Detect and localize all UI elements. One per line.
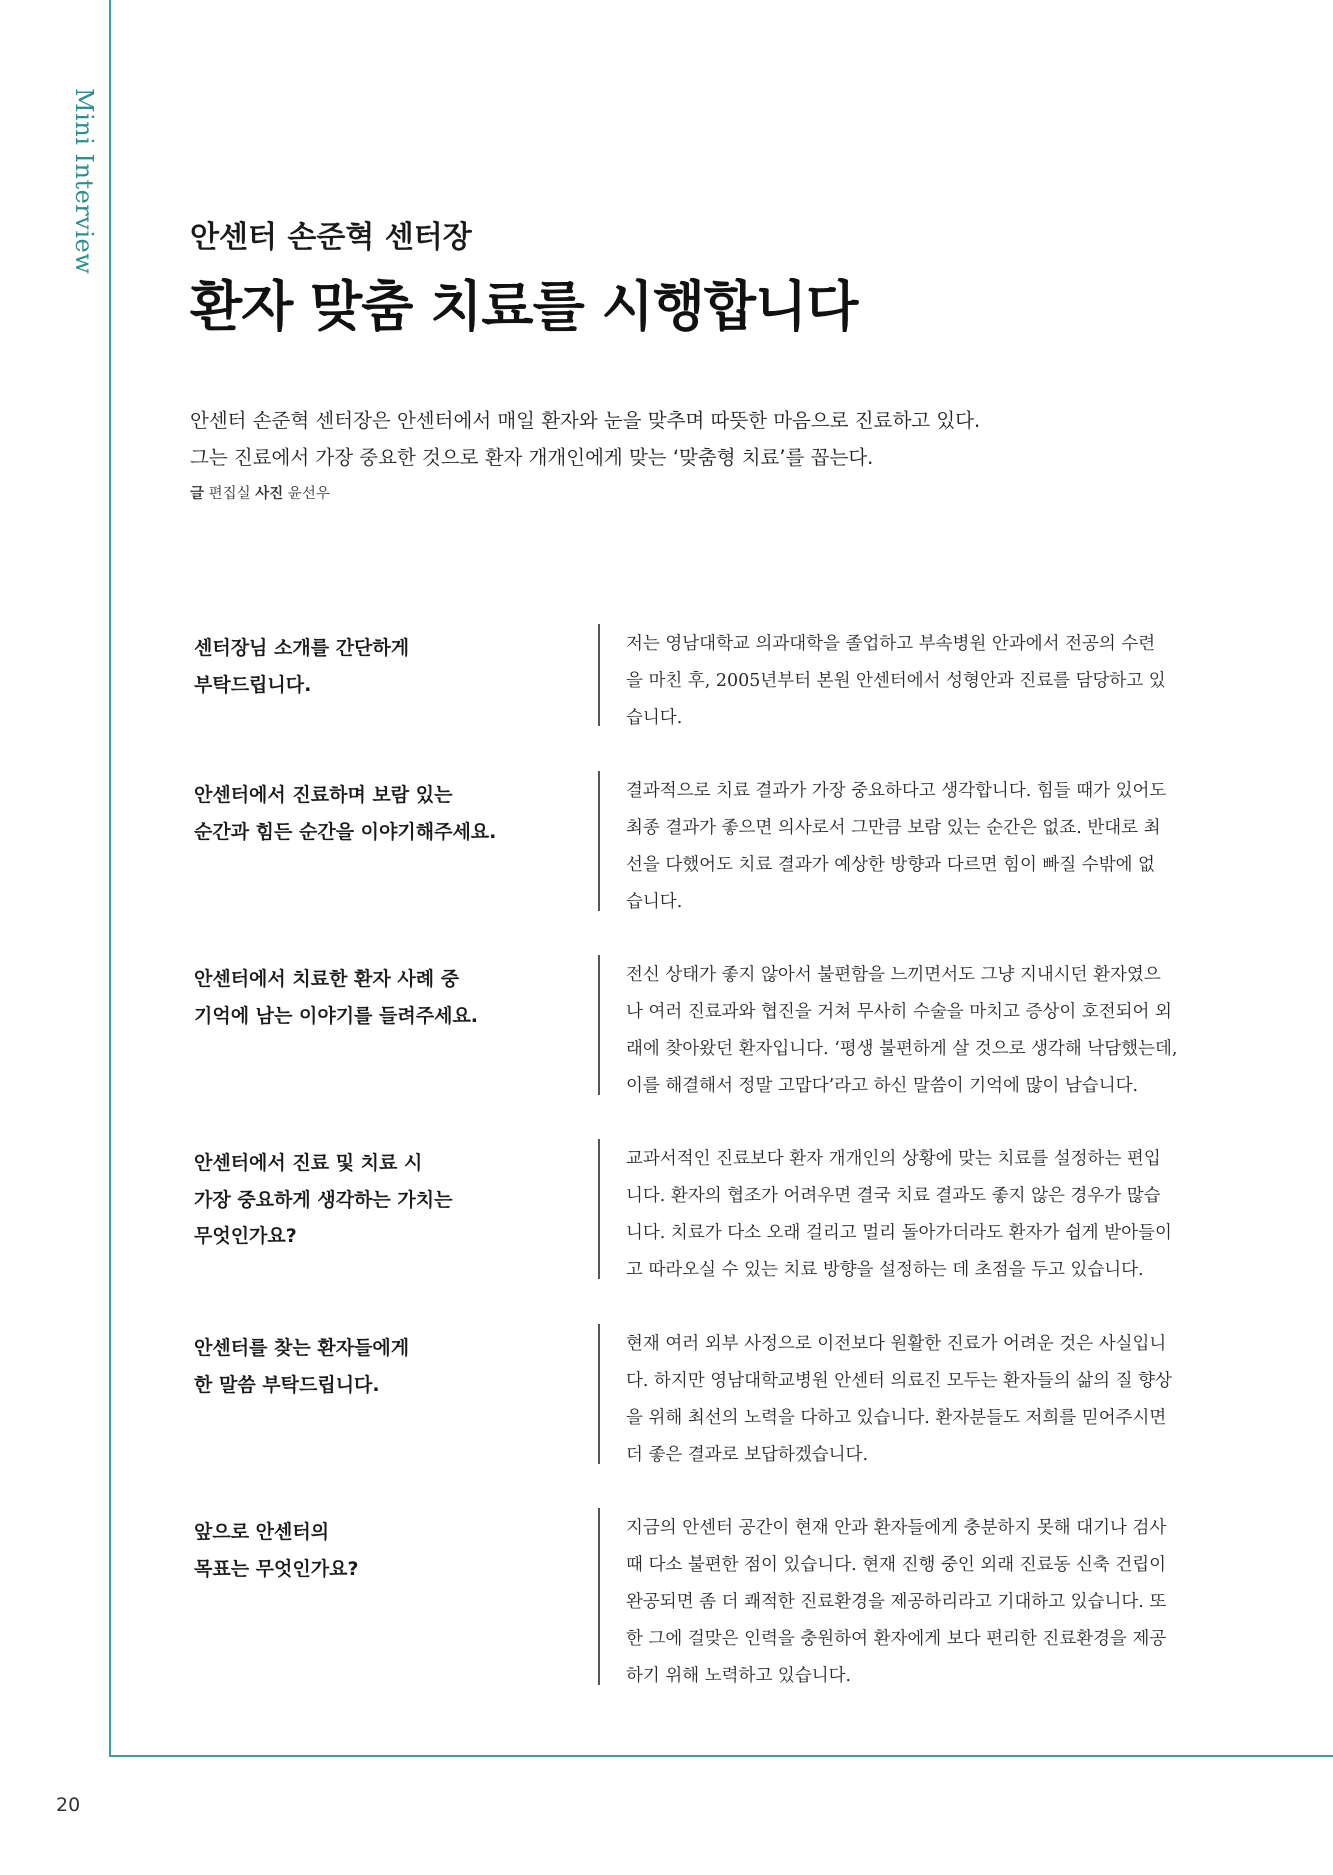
- qa-answer: 저는 영남대학교 의과대학을 졸업하고 부속병원 안과에서 전공의 수련 을 마친 후, 2005년부터 본원 안센터에서 성형안과 진료를 담당하고 있 습니다.: [626, 634, 1166, 728]
- qa-answer: 결과적으로 치료 결과가 가장 중요하다고 생각합니다. 힘들 때가 있어도 최종 결과가 좋으면 의사로서 그만큼 보람 있는 순간은 없죠. 반대로 최 선을 다했어도 치료 결과가 예상한 방향과 다르면 힘이 빠질 수밖에 없 습니다.: [626, 781, 1167, 912]
- qa-divider: [598, 771, 600, 911]
- article-title: 환자 맞춤 치료를 시행합니다: [190, 275, 858, 338]
- section-label: Mini Interview: [70, 88, 98, 275]
- qa-divider: [598, 624, 600, 726]
- article-credit: [190, 482, 1210, 503]
- article-subtitle: 안센터 손준혁 센터장: [190, 220, 472, 255]
- qa-answer: 교과서적인 진료보다 환자 개개인의 상황에 맞는 치료를 설정하는 편입 니다. 환자의 협조가 어려우면 결국 치료 결과도 좋지 않은 경우가 많습 니다. 치료가 다소 오래 걸리고 멀리 돌아가더라도 환자가 쉽게 받아들이 고 따라오실 수 있는 치료 방향을 설정하는 데 초점을 두고 있습니다.: [626, 1149, 1172, 1280]
- qa-question: 안센터를 찾는 환자들에게 한 말씀 부탁드립니다.: [194, 1337, 410, 1396]
- qa-answer: 전신 상태가 좋지 않아서 불편함을 느끼면서도 그냥 지내시던 환자였으 나 여러 진료과와 협진을 거쳐 무사히 수술을 마치고 증상이 호전되어 외 래에 찾아왔던 환자입니다. ‘평생 불편하게 살 것으로 생각해 낙담했는데, 이를 해결해서 정말 고맙다’라고 하신 말씀이 기억에 많이 남습니다.: [626, 965, 1178, 1096]
- page-frame-left-rule: [109, 0, 111, 1757]
- credit-photo-label: 사진: [255, 486, 284, 502]
- qa-question: 안센터에서 진료 및 치료 시 가장 중요하게 생각하는 가치는 무엇인가요?: [194, 1152, 453, 1247]
- intro-line: 그는 진료에서 가장 중요한 것으로 환자 개개인에게 맞는 ‘맞춤형 치료’를 꼽는다.: [190, 446, 874, 469]
- qa-question: 앞으로 안센터의 목표는 무엇인가요?: [194, 1521, 359, 1580]
- qa-divider: [598, 955, 600, 1095]
- qa-answer: 지금의 안센터 공간이 현재 안과 환자들에게 충분하지 못해 대기나 검사 때 다소 불편한 점이 있습니다. 현재 진행 중인 외래 진료동 신축 건립이 완공되면 좀 더 쾌적한 진료환경을 제공하리라고 기대하고 있습니다. 또 한 그에 걸맞은 인력을 충원하여 환자에게 보다 편리한 진료환경을 제공 하기 위해 노력하고 있습니다.: [626, 1518, 1167, 1686]
- qa-divider: [598, 1508, 600, 1685]
- article-intro: [190, 402, 1210, 503]
- qa-answer: 현재 여러 외부 사정으로 이전보다 원활한 진료가 어려운 것은 사실입니 다. 하지만 영남대학교병원 안센터 의료진 모두는 환자들의 삶의 질 향상 을 위해 최선의 노력을 다하고 있습니다. 환자분들도 저희를 믿어주시면 더 좋은 결과로 보답하겠습니다.: [626, 1334, 1172, 1465]
- credit-writer: 편집실: [208, 486, 251, 502]
- credit-photographer: 윤선우: [287, 486, 330, 502]
- qa-question: 안센터에서 진료하며 보람 있는 순간과 힘든 순간을 이야기해주세요.: [194, 784, 497, 843]
- article-header: [190, 220, 1210, 338]
- page-number: 20: [56, 1794, 81, 1816]
- qa-divider: [598, 1139, 600, 1279]
- intro-line: 안센터 손준혁 센터장은 안센터에서 매일 환자와 눈을 맞추며 따뜻한 마음으로 진료하고 있다.: [190, 409, 981, 432]
- page-frame-bottom-rule: [109, 1755, 1333, 1757]
- qa-question: 센터장님 소개를 간단하게 부탁드립니다.: [194, 637, 410, 696]
- qa-question: 안센터에서 치료한 환자 사례 중 기억에 남는 이야기를 들려주세요.: [194, 968, 479, 1027]
- qa-divider: [598, 1324, 600, 1464]
- credit-writer-label: 글: [190, 486, 205, 502]
